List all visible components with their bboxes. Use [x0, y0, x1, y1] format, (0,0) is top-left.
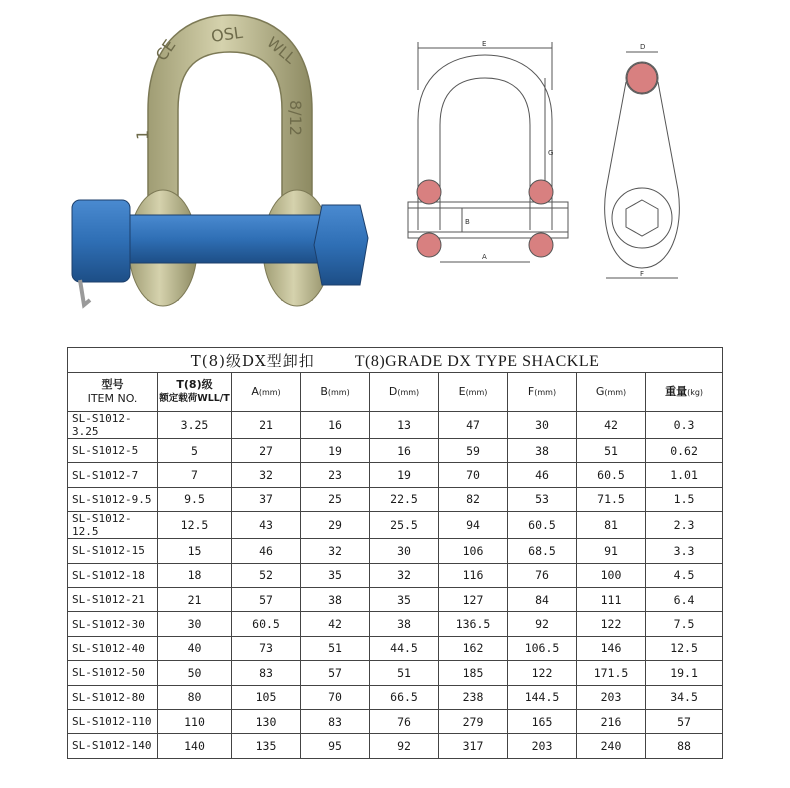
- value-cell: 60.5: [577, 463, 646, 487]
- value-cell: 1.01: [646, 463, 723, 487]
- value-cell: 5: [158, 439, 232, 463]
- table-row: [68, 487, 723, 511]
- value-cell: 130: [232, 709, 301, 733]
- value-cell: 60.5: [232, 612, 301, 636]
- value-cell: 25.5: [370, 512, 439, 539]
- value-cell: 136.5: [439, 612, 508, 636]
- item-number-cell: SL-S1012-80: [68, 685, 158, 709]
- label-A: A: [482, 253, 487, 261]
- table-row: [68, 709, 723, 733]
- header-A: A(mm): [232, 373, 301, 412]
- value-cell: 76: [508, 563, 577, 587]
- value-cell: 110: [158, 709, 232, 733]
- value-cell: 127: [439, 587, 508, 611]
- value-cell: 18: [158, 563, 232, 587]
- value-cell: 106: [439, 539, 508, 563]
- header-E: E(mm): [439, 373, 508, 412]
- value-cell: 23: [301, 463, 370, 487]
- value-cell: 12.5: [158, 512, 232, 539]
- value-cell: 12.5: [646, 636, 723, 660]
- table-row: [68, 612, 723, 636]
- value-cell: 43: [232, 512, 301, 539]
- value-cell: 92: [370, 734, 439, 758]
- header-G: G(mm): [577, 373, 646, 412]
- value-cell: 80: [158, 685, 232, 709]
- stamp-wll: WLL: [263, 33, 300, 68]
- value-cell: 32: [232, 463, 301, 487]
- value-cell: 51: [370, 661, 439, 685]
- value-cell: 60.5: [508, 512, 577, 539]
- value-cell: 2.3: [646, 512, 723, 539]
- value-cell: 27: [232, 439, 301, 463]
- table-row: [68, 539, 723, 563]
- stamp-grade: 1: [133, 129, 152, 140]
- value-cell: 42: [577, 412, 646, 439]
- value-cell: 83: [301, 709, 370, 733]
- value-cell: 238: [439, 685, 508, 709]
- value-cell: 7.5: [646, 612, 723, 636]
- value-cell: 50: [158, 661, 232, 685]
- item-number-cell: SL-S1012-21: [68, 587, 158, 611]
- value-cell: 146: [577, 636, 646, 660]
- item-number-cell: SL-S1012-7: [68, 463, 158, 487]
- value-cell: 6.4: [646, 587, 723, 611]
- item-number-cell: SL-S1012-50: [68, 661, 158, 685]
- value-cell: 13: [370, 412, 439, 439]
- value-cell: 30: [508, 412, 577, 439]
- value-cell: 38: [301, 587, 370, 611]
- table-row: [68, 412, 723, 439]
- value-cell: 83: [232, 661, 301, 685]
- value-cell: 92: [508, 612, 577, 636]
- value-cell: 46: [232, 539, 301, 563]
- dimension-drawing: [400, 30, 700, 290]
- value-cell: 203: [508, 734, 577, 758]
- value-cell: 317: [439, 734, 508, 758]
- header-F: F(mm): [508, 373, 577, 412]
- title-en: T(8)GRADE DX TYPE SHACKLE: [354, 352, 600, 370]
- value-cell: 4.5: [646, 563, 723, 587]
- value-cell: 51: [577, 439, 646, 463]
- value-cell: 185: [439, 661, 508, 685]
- table-row: [68, 587, 723, 611]
- item-number-cell: SL-S1012-3.25: [68, 412, 158, 439]
- table-row: [68, 661, 723, 685]
- value-cell: 19.1: [646, 661, 723, 685]
- value-cell: 122: [577, 612, 646, 636]
- value-cell: 38: [508, 439, 577, 463]
- value-cell: 32: [370, 563, 439, 587]
- label-G: G: [548, 149, 554, 157]
- value-cell: 216: [577, 709, 646, 733]
- value-cell: 94: [439, 512, 508, 539]
- value-cell: 144.5: [508, 685, 577, 709]
- value-cell: 19: [301, 439, 370, 463]
- value-cell: 53: [508, 487, 577, 511]
- value-cell: 22.5: [370, 487, 439, 511]
- value-cell: 81: [577, 512, 646, 539]
- item-number-cell: SL-S1012-40: [68, 636, 158, 660]
- value-cell: 57: [646, 709, 723, 733]
- value-cell: 51: [301, 636, 370, 660]
- value-cell: 16: [370, 439, 439, 463]
- item-number-cell: SL-S1012-9.5: [68, 487, 158, 511]
- spec-table-container: [67, 347, 722, 759]
- value-cell: 0.62: [646, 439, 723, 463]
- value-cell: 42: [301, 612, 370, 636]
- label-F: F: [640, 270, 645, 278]
- value-cell: 15: [158, 539, 232, 563]
- table-row: [68, 685, 723, 709]
- value-cell: 38: [370, 612, 439, 636]
- value-cell: 68.5: [508, 539, 577, 563]
- value-cell: 25: [301, 487, 370, 511]
- label-D: D: [640, 43, 646, 51]
- table-row: [68, 563, 723, 587]
- label-B: B: [465, 218, 470, 226]
- pin-head: [72, 200, 130, 282]
- value-cell: 32: [301, 539, 370, 563]
- value-cell: 16: [301, 412, 370, 439]
- value-cell: 140: [158, 734, 232, 758]
- value-cell: 88: [646, 734, 723, 758]
- value-cell: 165: [508, 709, 577, 733]
- value-cell: 106.5: [508, 636, 577, 660]
- header-wll: T(8)级 额定载荷WLL/T: [158, 373, 232, 412]
- value-cell: 52: [232, 563, 301, 587]
- pin-nut: [314, 205, 368, 285]
- value-cell: 40: [158, 636, 232, 660]
- value-cell: 59: [439, 439, 508, 463]
- table-body: [68, 412, 723, 759]
- value-cell: 240: [577, 734, 646, 758]
- value-cell: 29: [301, 512, 370, 539]
- value-cell: 76: [370, 709, 439, 733]
- item-number-cell: SL-S1012-15: [68, 539, 158, 563]
- value-cell: 116: [439, 563, 508, 587]
- value-cell: 91: [577, 539, 646, 563]
- title-cn: T(8)级DX型卸扣: [190, 351, 315, 370]
- value-cell: 95: [301, 734, 370, 758]
- table-row: [68, 512, 723, 539]
- value-cell: 7: [158, 463, 232, 487]
- table-row: [68, 734, 723, 758]
- value-cell: 21: [158, 587, 232, 611]
- value-cell: 0.3: [646, 412, 723, 439]
- header-B: B(mm): [301, 373, 370, 412]
- value-cell: 171.5: [577, 661, 646, 685]
- stamp-size: 8/12: [286, 100, 305, 136]
- value-cell: 34.5: [646, 685, 723, 709]
- value-cell: 3.25: [158, 412, 232, 439]
- value-cell: 57: [232, 587, 301, 611]
- value-cell: 37: [232, 487, 301, 511]
- value-cell: 35: [301, 563, 370, 587]
- value-cell: 111: [577, 587, 646, 611]
- value-cell: 47: [439, 412, 508, 439]
- value-cell: 71.5: [577, 487, 646, 511]
- value-cell: 44.5: [370, 636, 439, 660]
- item-number-cell: SL-S1012-110: [68, 709, 158, 733]
- spec-table: [67, 347, 723, 759]
- value-cell: 100: [577, 563, 646, 587]
- value-cell: 21: [232, 412, 301, 439]
- value-cell: 105: [232, 685, 301, 709]
- value-cell: 1.5: [646, 487, 723, 511]
- value-cell: 82: [439, 487, 508, 511]
- label-E: E: [482, 40, 487, 48]
- value-cell: 84: [508, 587, 577, 611]
- value-cell: 3.3: [646, 539, 723, 563]
- value-cell: 73: [232, 636, 301, 660]
- value-cell: 30: [158, 612, 232, 636]
- item-number-cell: SL-S1012-140: [68, 734, 158, 758]
- value-cell: 203: [577, 685, 646, 709]
- item-number-cell: SL-S1012-12.5: [68, 512, 158, 539]
- table-row: [68, 636, 723, 660]
- header-row: [68, 373, 723, 412]
- value-cell: 57: [301, 661, 370, 685]
- value-cell: 70: [301, 685, 370, 709]
- value-cell: 122: [508, 661, 577, 685]
- value-cell: 46: [508, 463, 577, 487]
- value-cell: 162: [439, 636, 508, 660]
- header-model: 型号 ITEM NO.: [68, 373, 158, 412]
- cotter-pin: [80, 280, 90, 305]
- stamp-osl: OSL: [209, 22, 244, 46]
- item-number-cell: SL-S1012-5: [68, 439, 158, 463]
- value-cell: 35: [370, 587, 439, 611]
- table-row: [68, 463, 723, 487]
- table-row: [68, 439, 723, 463]
- value-cell: 9.5: [158, 487, 232, 511]
- value-cell: 66.5: [370, 685, 439, 709]
- value-cell: 135: [232, 734, 301, 758]
- item-number-cell: SL-S1012-18: [68, 563, 158, 587]
- value-cell: 19: [370, 463, 439, 487]
- header-D: D(mm): [370, 373, 439, 412]
- value-cell: 70: [439, 463, 508, 487]
- header-weight: 重量(kg): [646, 373, 723, 412]
- shackle-photo: [60, 0, 380, 330]
- stamp-ce: CE: [151, 35, 180, 65]
- value-cell: 279: [439, 709, 508, 733]
- table-title: [68, 348, 723, 373]
- item-number-cell: SL-S1012-30: [68, 612, 158, 636]
- value-cell: 30: [370, 539, 439, 563]
